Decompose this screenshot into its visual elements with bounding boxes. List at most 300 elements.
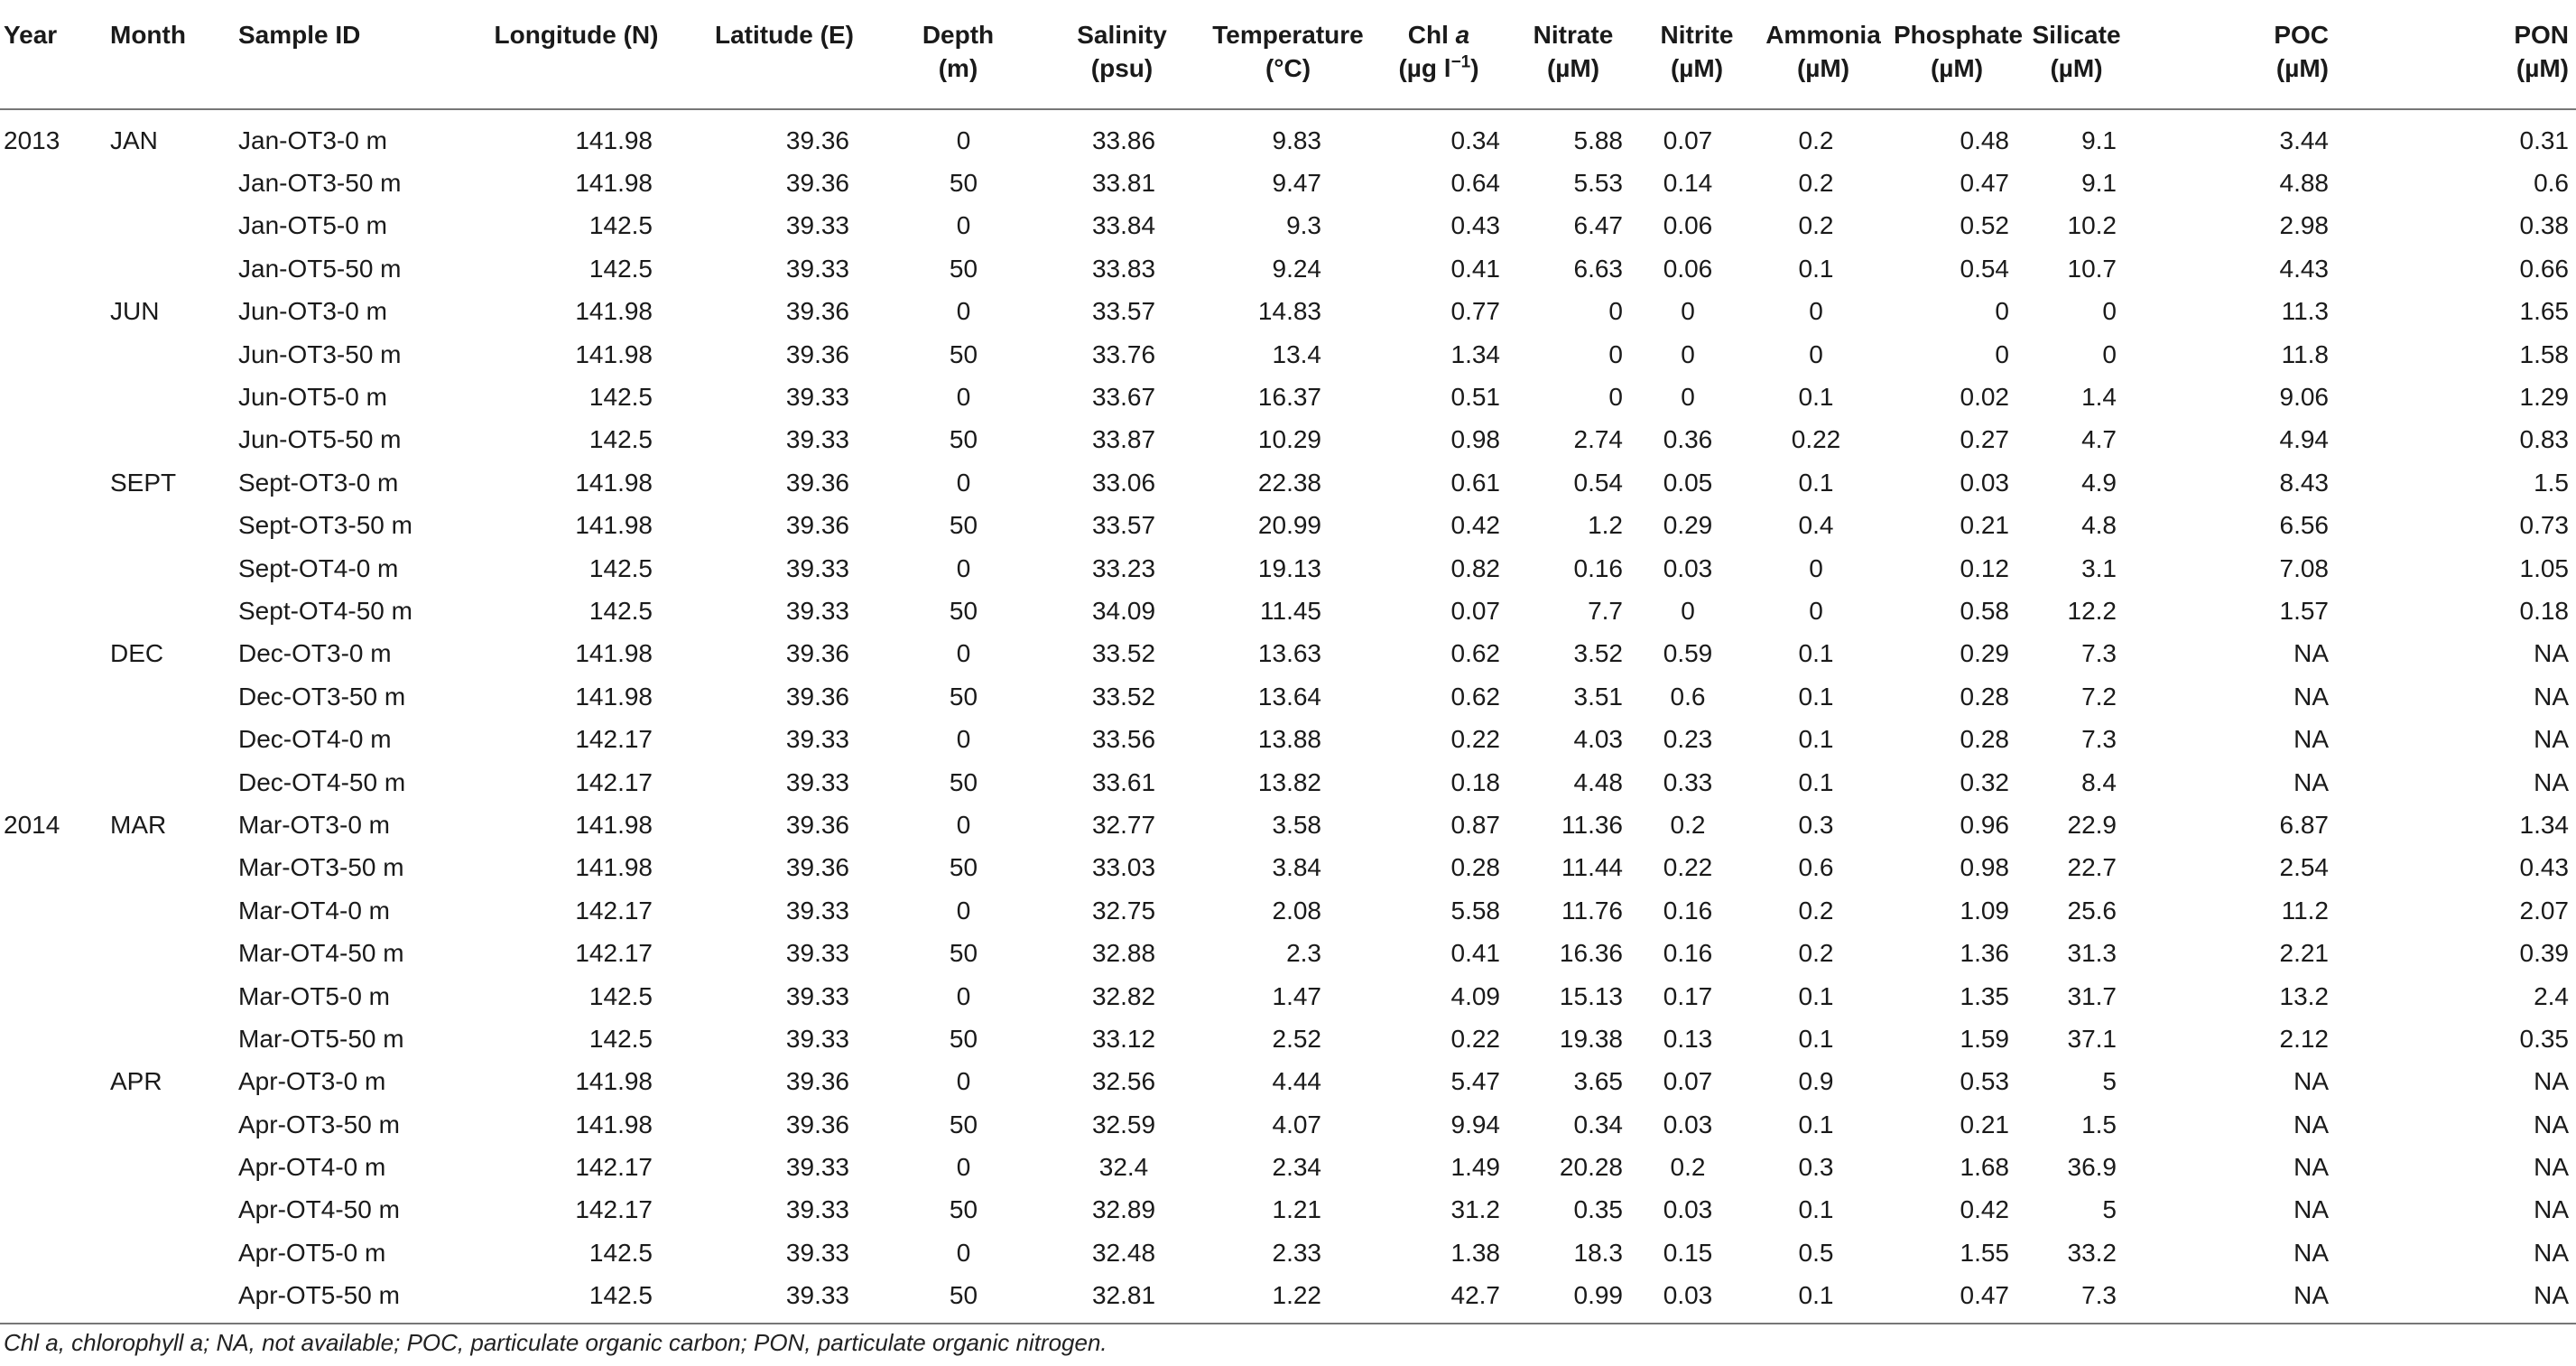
table-row bbox=[0, 291, 2576, 333]
cell-month bbox=[107, 590, 235, 632]
cell-year bbox=[0, 1231, 107, 1274]
table-row bbox=[0, 247, 2576, 290]
cell-lon: 141.98 bbox=[575, 682, 653, 711]
cell-nitrite: 0 bbox=[1681, 383, 1695, 412]
cell-ammonia: 0.1 bbox=[1753, 1275, 1894, 1324]
cell-phosphate: 0.21 bbox=[1960, 511, 2009, 540]
cell-month bbox=[107, 932, 235, 974]
cell-pon: 0.73 bbox=[2519, 511, 2569, 540]
cell-lon: 141.98 bbox=[575, 339, 653, 368]
cell-year bbox=[0, 889, 107, 932]
cell-nitrite: 0.17 bbox=[1663, 981, 1713, 1010]
table-row bbox=[0, 1231, 2576, 1274]
table-row bbox=[0, 1018, 2576, 1060]
cell-month: MAR bbox=[110, 810, 167, 839]
cell-month bbox=[107, 718, 235, 760]
cell-nitrite: 0.22 bbox=[1663, 853, 1713, 882]
cell-month bbox=[107, 162, 235, 204]
cell-phosphate: 0.53 bbox=[1960, 1067, 2009, 1096]
cell-poc: 7.08 bbox=[2279, 553, 2329, 582]
cell-poc: 4.88 bbox=[2279, 169, 2329, 198]
cell-phosphate: 1.59 bbox=[1960, 1024, 2009, 1053]
cell-year bbox=[0, 376, 107, 418]
cell-nitrate: 11.44 bbox=[1561, 853, 1623, 882]
cell-lat: 39.33 bbox=[785, 939, 849, 968]
cell-nitrate: 0 bbox=[1608, 297, 1623, 326]
cell-month: DEC bbox=[110, 639, 164, 668]
table-row bbox=[0, 461, 2576, 504]
table-row bbox=[0, 547, 2576, 590]
table-row bbox=[0, 333, 2576, 376]
cell-poc: 13.2 bbox=[2279, 981, 2329, 1010]
cell-chl: 1.38 bbox=[1450, 1238, 1500, 1267]
cell-poc: NA bbox=[2293, 1110, 2329, 1138]
cell-lon: 141.98 bbox=[575, 639, 653, 668]
cell-chl: 1.34 bbox=[1450, 339, 1500, 368]
cell-temp: 1.47 bbox=[1272, 981, 1321, 1010]
cell-id: Dec-OT3-50 m bbox=[238, 682, 406, 711]
cell-nitrite: 0.16 bbox=[1663, 939, 1713, 968]
cell-temp: 20.99 bbox=[1257, 511, 1321, 540]
cell-nitrate: 18.3 bbox=[1573, 1238, 1623, 1267]
table-row bbox=[0, 1146, 2576, 1188]
cell-id: Apr-OT4-0 m bbox=[238, 1153, 386, 1182]
cell-pon: NA bbox=[2534, 639, 2569, 668]
cell-month bbox=[107, 761, 235, 804]
cell-depth: 0 bbox=[956, 639, 971, 668]
cell-nitrite: 0.36 bbox=[1663, 425, 1713, 454]
cell-sal: 32.48 bbox=[1091, 1238, 1156, 1267]
cell-lat: 39.36 bbox=[785, 468, 849, 497]
cell-nitrite: 0.2 bbox=[1670, 810, 1706, 839]
header-longitude: Longitude (N) bbox=[460, 0, 692, 109]
cell-silicate: 4.8 bbox=[2081, 511, 2117, 540]
cell-pon: 2.4 bbox=[2534, 981, 2569, 1010]
cell-temp: 13.82 bbox=[1257, 767, 1321, 796]
cell-nitrate: 3.52 bbox=[1573, 639, 1623, 668]
cell-silicate: 8.4 bbox=[2081, 767, 2117, 796]
cell-id: Dec-OT4-50 m bbox=[238, 767, 406, 796]
table-row bbox=[0, 162, 2576, 204]
cell-lon: 142.5 bbox=[588, 425, 653, 454]
cell-depth: 50 bbox=[949, 1110, 978, 1138]
cell-nitrate: 0.54 bbox=[1573, 468, 1623, 497]
cell-depth: 0 bbox=[956, 553, 971, 582]
cell-ammonia: 0.1 bbox=[1798, 383, 1834, 412]
cell-silicate: 1.5 bbox=[2081, 1110, 2117, 1138]
cell-pon: 0.39 bbox=[2519, 939, 2569, 968]
header-latitude: Latitude (E) bbox=[692, 0, 876, 109]
cell-ammonia: 0.1 bbox=[1798, 1195, 1834, 1224]
cell-silicate: 7.3 bbox=[2020, 1275, 2133, 1324]
cell-ammonia: 0.5 bbox=[1798, 1238, 1834, 1267]
cell-nitrite: 0.6 bbox=[1670, 682, 1706, 711]
cell-id: Jan-OT3-0 m bbox=[238, 125, 387, 154]
cell-sal: 33.61 bbox=[1091, 767, 1156, 796]
cell-chl: 0.22 bbox=[1450, 725, 1500, 754]
cell-silicate: 25.6 bbox=[2067, 896, 2117, 925]
cell-pon: 1.5 bbox=[2534, 468, 2569, 497]
table-row bbox=[0, 1189, 2576, 1231]
cell-month bbox=[107, 1275, 235, 1324]
cell-poc: NA bbox=[2293, 639, 2329, 668]
cell-silicate: 5 bbox=[2102, 1195, 2117, 1224]
cell-sal: 33.52 bbox=[1091, 682, 1156, 711]
cell-nitrate: 11.36 bbox=[1561, 810, 1623, 839]
cell-nitrate: 0.16 bbox=[1573, 553, 1623, 582]
cell-nitrate: 11.76 bbox=[1561, 896, 1623, 925]
cell-depth: 50 bbox=[949, 682, 978, 711]
cell-lat: 39.36 bbox=[785, 810, 849, 839]
cell-lon: 142.17 bbox=[575, 939, 653, 968]
cell-phosphate: 0.12 bbox=[1960, 553, 2009, 582]
cell-lon: 141.98 bbox=[575, 125, 653, 154]
cell-sal: 33.57 bbox=[1091, 511, 1156, 540]
cell-poc: NA bbox=[2133, 1275, 2368, 1324]
cell-lon: 141.98 bbox=[575, 511, 653, 540]
cell-pon: NA bbox=[2534, 1238, 2569, 1267]
cell-depth: 0 bbox=[956, 1153, 971, 1182]
cell-year bbox=[0, 461, 107, 504]
cell-lon: 141.98 bbox=[575, 169, 653, 198]
cell-month bbox=[107, 1018, 235, 1060]
cell-pon: 0.6 bbox=[2534, 169, 2569, 198]
cell-temp: 19.13 bbox=[1257, 553, 1321, 582]
cell-poc: 3.44 bbox=[2279, 125, 2329, 154]
cell-phosphate: 0.98 bbox=[1960, 853, 2009, 882]
table-row bbox=[0, 718, 2576, 760]
cell-id: Jan-OT5-0 m bbox=[238, 211, 387, 240]
cell-year bbox=[0, 932, 107, 974]
cell-poc: NA bbox=[2293, 1195, 2329, 1224]
cell-ammonia: 0.9 bbox=[1798, 1067, 1834, 1096]
cell-lat: 39.33 bbox=[785, 1153, 849, 1182]
cell-pon: 1.65 bbox=[2519, 297, 2569, 326]
cell-id: Sept-OT4-50 m bbox=[238, 596, 412, 625]
cell-silicate: 31.3 bbox=[2067, 939, 2117, 968]
cell-id: Mar-OT3-0 m bbox=[238, 810, 390, 839]
cell-silicate: 22.9 bbox=[2067, 810, 2117, 839]
cell-month bbox=[107, 1103, 235, 1146]
cell-lat: 39.36 bbox=[785, 1110, 849, 1138]
cell-temp: 9.83 bbox=[1272, 125, 1321, 154]
cell-depth: 0 bbox=[956, 468, 971, 497]
cell-ammonia: 0.1 bbox=[1798, 682, 1834, 711]
cell-depth: 0 bbox=[956, 981, 971, 1010]
cell-year bbox=[0, 675, 107, 718]
cell-temp: 14.83 bbox=[1257, 297, 1321, 326]
cell-phosphate: 0 bbox=[1995, 297, 2009, 326]
cell-nitrite: 0.59 bbox=[1663, 639, 1713, 668]
cell-silicate: 0 bbox=[2102, 297, 2117, 326]
cell-chl: 5.47 bbox=[1450, 1067, 1500, 1096]
cell-id: Mar-OT5-50 m bbox=[238, 1024, 404, 1053]
cell-phosphate: 0.96 bbox=[1960, 810, 2009, 839]
cell-month bbox=[107, 675, 235, 718]
cell-sal: 33.83 bbox=[1091, 254, 1156, 283]
cell-nitrite: 0.03 bbox=[1663, 553, 1713, 582]
cell-nitrite: 0.29 bbox=[1663, 511, 1713, 540]
cell-year bbox=[0, 847, 107, 889]
cell-chl: 9.94 bbox=[1450, 1110, 1500, 1138]
cell-nitrite: 0.07 bbox=[1663, 1067, 1713, 1096]
cell-year bbox=[0, 419, 107, 461]
cell-chl: 4.09 bbox=[1450, 981, 1500, 1010]
table-row bbox=[0, 847, 2576, 889]
cell-depth: 50 bbox=[949, 169, 978, 198]
cell-nitrite: 0.16 bbox=[1663, 896, 1713, 925]
cell-nitrite: 0.33 bbox=[1663, 767, 1713, 796]
cell-depth: 0 bbox=[956, 125, 971, 154]
cell-poc: 4.43 bbox=[2279, 254, 2329, 283]
cell-depth: 0 bbox=[956, 896, 971, 925]
cell-temp: 10.29 bbox=[1257, 425, 1321, 454]
table-body bbox=[0, 109, 2576, 1324]
cell-pon: 0.66 bbox=[2519, 254, 2569, 283]
cell-temp: 4.44 bbox=[1272, 1067, 1321, 1096]
cell-lat: 39.36 bbox=[785, 339, 849, 368]
cell-lat: 39.33 bbox=[785, 425, 849, 454]
cell-phosphate: 1.55 bbox=[1960, 1238, 2009, 1267]
cell-year bbox=[0, 761, 107, 804]
cell-lat: 39.36 bbox=[785, 169, 849, 198]
cell-lat: 39.36 bbox=[785, 682, 849, 711]
cell-nitrate: 20.28 bbox=[1559, 1153, 1623, 1182]
cell-lon: 142.17 bbox=[575, 1153, 653, 1182]
cell-month bbox=[107, 547, 235, 590]
cell-silicate: 36.9 bbox=[2067, 1153, 2117, 1182]
cell-nitrate: 6.63 bbox=[1573, 254, 1623, 283]
cell-nitrate: 5.88 bbox=[1573, 125, 1623, 154]
cell-lon: 141.98 bbox=[575, 1067, 653, 1096]
cell-temp: 2.52 bbox=[1272, 1024, 1321, 1053]
cell-id: Jun-OT5-0 m bbox=[238, 383, 387, 412]
cell-year bbox=[0, 1146, 107, 1188]
cell-ammonia: 0.1 bbox=[1798, 981, 1834, 1010]
header-row bbox=[0, 0, 2576, 109]
cell-id: Jan-OT5-50 m bbox=[238, 254, 402, 283]
cell-pon: 1.58 bbox=[2519, 339, 2569, 368]
header-depth: Depth (m) bbox=[876, 0, 1040, 109]
cell-sal: 32.56 bbox=[1091, 1067, 1156, 1096]
cell-depth: 0 bbox=[956, 1238, 971, 1267]
cell-lat: 39.33 bbox=[785, 1024, 849, 1053]
cell-lat: 39.33 bbox=[785, 383, 849, 412]
cell-depth: 0 bbox=[956, 725, 971, 754]
cell-year bbox=[0, 291, 107, 333]
cell-depth: 0 bbox=[956, 383, 971, 412]
cell-temp: 1.21 bbox=[1272, 1195, 1321, 1224]
cell-phosphate: 0 bbox=[1995, 339, 2009, 368]
cell-nitrate: 5.53 bbox=[1573, 169, 1623, 198]
cell-sal: 33.84 bbox=[1091, 211, 1156, 240]
cell-nitrite: 0.03 bbox=[1663, 1195, 1713, 1224]
cell-year bbox=[0, 333, 107, 376]
cell-sal: 33.87 bbox=[1091, 425, 1156, 454]
cell-lat: 39.36 bbox=[785, 297, 849, 326]
cell-month bbox=[107, 1146, 235, 1188]
cell-nitrite: 0.06 bbox=[1663, 211, 1713, 240]
cell-chl: 0.62 bbox=[1450, 682, 1500, 711]
cell-phosphate: 0.27 bbox=[1960, 425, 2009, 454]
cell-ammonia: 0.2 bbox=[1798, 939, 1834, 968]
cell-temp: 3.58 bbox=[1272, 810, 1321, 839]
cell-year bbox=[0, 633, 107, 675]
table-row bbox=[0, 376, 2576, 418]
cell-chl: 0.41 bbox=[1450, 939, 1500, 968]
table-row bbox=[0, 205, 2576, 247]
cell-nitrate: 3.51 bbox=[1573, 682, 1623, 711]
cell-silicate: 9.1 bbox=[2081, 125, 2117, 154]
cell-lat: 39.33 bbox=[785, 254, 849, 283]
table-row bbox=[0, 419, 2576, 461]
cell-depth: 50 bbox=[949, 596, 978, 625]
cell-pon: NA bbox=[2368, 1275, 2576, 1324]
cell-pon: NA bbox=[2534, 725, 2569, 754]
cell-id: Jan-OT3-50 m bbox=[238, 169, 402, 198]
table-row bbox=[0, 1103, 2576, 1146]
cell-sal: 33.03 bbox=[1091, 853, 1156, 882]
header-year: Year bbox=[0, 0, 107, 109]
cell-pon: 0.31 bbox=[2519, 125, 2569, 154]
cell-phosphate: 0.58 bbox=[1960, 596, 2009, 625]
cell-temp: 2.3 bbox=[1286, 939, 1321, 968]
cell-poc: 2.54 bbox=[2279, 853, 2329, 882]
cell-ammonia: 0.3 bbox=[1798, 810, 1834, 839]
cell-sal: 34.09 bbox=[1091, 596, 1156, 625]
cell-nitrite: 0.13 bbox=[1663, 1024, 1713, 1053]
cell-nitrite: 0.03 bbox=[1663, 1110, 1713, 1138]
cell-id: Apr-OT3-0 m bbox=[238, 1067, 386, 1096]
cell-temp: 2.08 bbox=[1272, 896, 1321, 925]
table-row bbox=[0, 804, 2576, 846]
cell-month bbox=[107, 247, 235, 290]
cell-chl: 42.7 bbox=[1372, 1275, 1506, 1324]
cell-phosphate: 1.35 bbox=[1960, 981, 2009, 1010]
cell-pon: 0.38 bbox=[2519, 211, 2569, 240]
cell-depth: 50 bbox=[949, 254, 978, 283]
cell-lat: 39.33 bbox=[785, 211, 849, 240]
cell-ammonia: 0 bbox=[1809, 339, 1823, 368]
cell-poc: 6.87 bbox=[2279, 810, 2329, 839]
cell-nitrite: 0 bbox=[1681, 297, 1695, 326]
cell-ammonia: 0.2 bbox=[1798, 125, 1834, 154]
cell-nitrite: 0.14 bbox=[1663, 169, 1713, 198]
cell-phosphate: 0.21 bbox=[1960, 1110, 2009, 1138]
cell-id: Dec-OT3-0 m bbox=[238, 639, 392, 668]
cell-month: APR bbox=[110, 1067, 162, 1096]
cell-pon: NA bbox=[2534, 767, 2569, 796]
cell-silicate: 7.2 bbox=[2081, 682, 2117, 711]
header-ammonia: Ammonia (µM) bbox=[1753, 0, 1894, 109]
cell-lat: 39.33 bbox=[785, 981, 849, 1010]
cell-month: JUN bbox=[110, 297, 160, 326]
cell-pon: 0.35 bbox=[2519, 1024, 2569, 1053]
cell-ammonia: 0.2 bbox=[1798, 211, 1834, 240]
cell-phosphate: 0.28 bbox=[1960, 725, 2009, 754]
cell-lon: 141.98 bbox=[575, 810, 653, 839]
cell-year bbox=[0, 1018, 107, 1060]
cell-silicate: 9.1 bbox=[2081, 169, 2117, 198]
cell-lon: 142.5 bbox=[588, 981, 653, 1010]
cell-lat: 39.33 bbox=[785, 725, 849, 754]
cell-lon: 142.5 bbox=[588, 553, 653, 582]
cell-lat: 39.36 bbox=[785, 125, 849, 154]
cell-sal: 33.76 bbox=[1091, 339, 1156, 368]
cell-ammonia: 0.1 bbox=[1798, 767, 1834, 796]
cell-silicate: 37.1 bbox=[2067, 1024, 2117, 1053]
cell-silicate: 12.2 bbox=[2067, 596, 2117, 625]
cell-sal: 33.23 bbox=[1091, 553, 1156, 582]
cell-depth: 50 bbox=[949, 767, 978, 796]
cell-pon: NA bbox=[2534, 1195, 2569, 1224]
cell-chl: 0.42 bbox=[1450, 511, 1500, 540]
cell-chl: 0.77 bbox=[1450, 297, 1500, 326]
cell-temp: 22.38 bbox=[1257, 468, 1321, 497]
cell-id: Apr-OT4-50 m bbox=[238, 1195, 400, 1224]
cell-chl: 0.18 bbox=[1450, 767, 1500, 796]
cell-nitrate: 2.74 bbox=[1573, 425, 1623, 454]
cell-pon: NA bbox=[2534, 1067, 2569, 1096]
cell-temp: 9.47 bbox=[1272, 169, 1321, 198]
cell-nitrate: 0 bbox=[1608, 339, 1623, 368]
cell-temp: 13.4 bbox=[1272, 339, 1321, 368]
table-row bbox=[0, 1275, 2576, 1324]
cell-silicate: 10.7 bbox=[2067, 254, 2117, 283]
cell-chl: 0.82 bbox=[1450, 553, 1500, 582]
cell-pon: 0.43 bbox=[2519, 853, 2569, 882]
cell-ammonia: 0.1 bbox=[1798, 639, 1834, 668]
cell-poc: NA bbox=[2293, 725, 2329, 754]
header-nitrite: Nitrite (µM) bbox=[1641, 0, 1753, 109]
cell-depth: 0 bbox=[956, 211, 971, 240]
cell-poc: 2.12 bbox=[2279, 1024, 2329, 1053]
cell-id: Sept-OT3-0 m bbox=[238, 468, 399, 497]
cell-sal: 32.82 bbox=[1091, 981, 1156, 1010]
cell-silicate: 3.1 bbox=[2081, 553, 2117, 582]
cell-phosphate: 0.48 bbox=[1960, 125, 2009, 154]
cell-nitrate: 1.2 bbox=[1588, 511, 1623, 540]
cell-chl: 0.28 bbox=[1450, 853, 1500, 882]
cell-pon: NA bbox=[2534, 682, 2569, 711]
cell-year bbox=[0, 1061, 107, 1103]
cell-year bbox=[0, 505, 107, 547]
cell-chl: 0.87 bbox=[1450, 810, 1500, 839]
header-sample-id: Sample ID bbox=[235, 0, 460, 109]
cell-poc: 11.8 bbox=[2281, 339, 2329, 368]
cell-lon: 142.5 bbox=[460, 1275, 692, 1324]
cell-month: JAN bbox=[110, 125, 158, 154]
cell-id: Apr-OT5-0 m bbox=[238, 1238, 386, 1267]
cell-poc: NA bbox=[2293, 767, 2329, 796]
cell-temp: 4.07 bbox=[1272, 1110, 1321, 1138]
table-row bbox=[0, 761, 2576, 804]
cell-month: SEPT bbox=[110, 468, 177, 497]
cell-lon: 141.98 bbox=[575, 1110, 653, 1138]
cell-ammonia: 0.6 bbox=[1798, 853, 1834, 882]
cell-lat: 39.36 bbox=[785, 853, 849, 882]
cell-sal: 32.4 bbox=[1098, 1153, 1149, 1182]
cell-silicate: 0 bbox=[2102, 339, 2117, 368]
cell-phosphate: 1.09 bbox=[1960, 896, 2009, 925]
cell-nitrate: 6.47 bbox=[1573, 211, 1623, 240]
cell-poc: 1.57 bbox=[2279, 596, 2329, 625]
cell-poc: 4.94 bbox=[2279, 425, 2329, 454]
cell-poc: NA bbox=[2293, 1238, 2329, 1267]
header-nitrate: Nitrate (µM) bbox=[1506, 0, 1641, 109]
cell-depth: 50 bbox=[949, 939, 978, 968]
cell-pon: NA bbox=[2534, 1153, 2569, 1182]
